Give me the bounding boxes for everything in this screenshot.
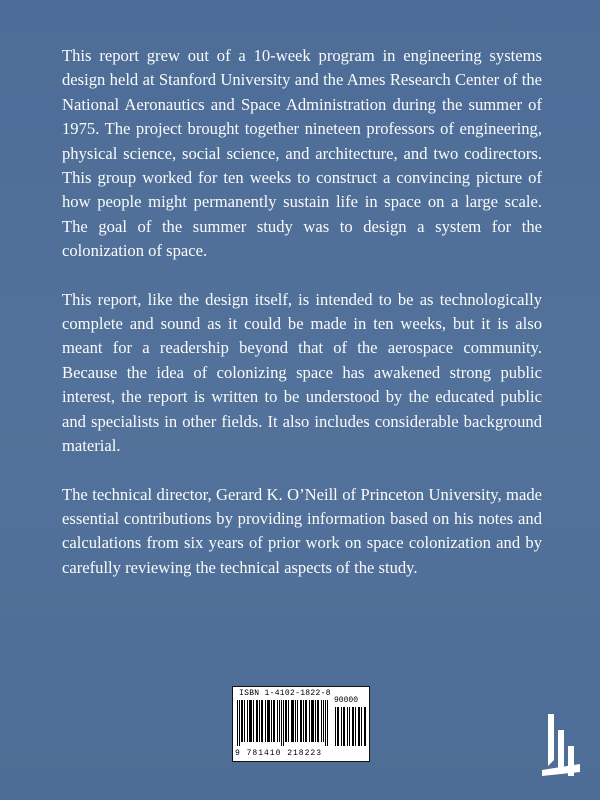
paragraph-3: The technical director, Gerard K. O’Neill of Princeton University, made essential contributions by providing information based on his notes and calculations from six years of prior work on space colonization and by carefully reviewing the technical aspects of the study. [62,484,542,577]
back-cover-text [62,44,542,604]
isbn-barcode [232,686,370,762]
isbn-label: ISBN 1-4102-1822-8 [239,689,331,698]
ean-digits: 9 781410 218223 [235,749,323,758]
publisher-logo-icon [540,714,580,776]
ean-barcode-bars [237,700,329,746]
addon-barcode-bars [335,707,367,746]
paragraph-1: This report grew out of a 10-week program in engineering systems design held at Stanford University and the Ames Research Center of the National Aeronautics and Space Administration during the summer of 1975. The project brought together nineteen professors of engineering, physical science, social science, and architecture, and two codirectors. This group worked for ten weeks to construct a convincing picture of how people might permanently sustain life in space on a large scale. The goal of the summer study was to design a system for the colonization of space. [62,46,542,261]
price-code: 90000 [334,696,359,705]
paragraph-2: This report, like the design itself, is intended to be as technologically complete and sound as it could be made in ten weeks, but it is also meant for a readership beyond that of the aerospace community. Because the idea of colonizing space has awakened strong public interest, the report is written to be understood by the educated public and specialists in other fields. It also includes considerable background material. [62,289,542,456]
